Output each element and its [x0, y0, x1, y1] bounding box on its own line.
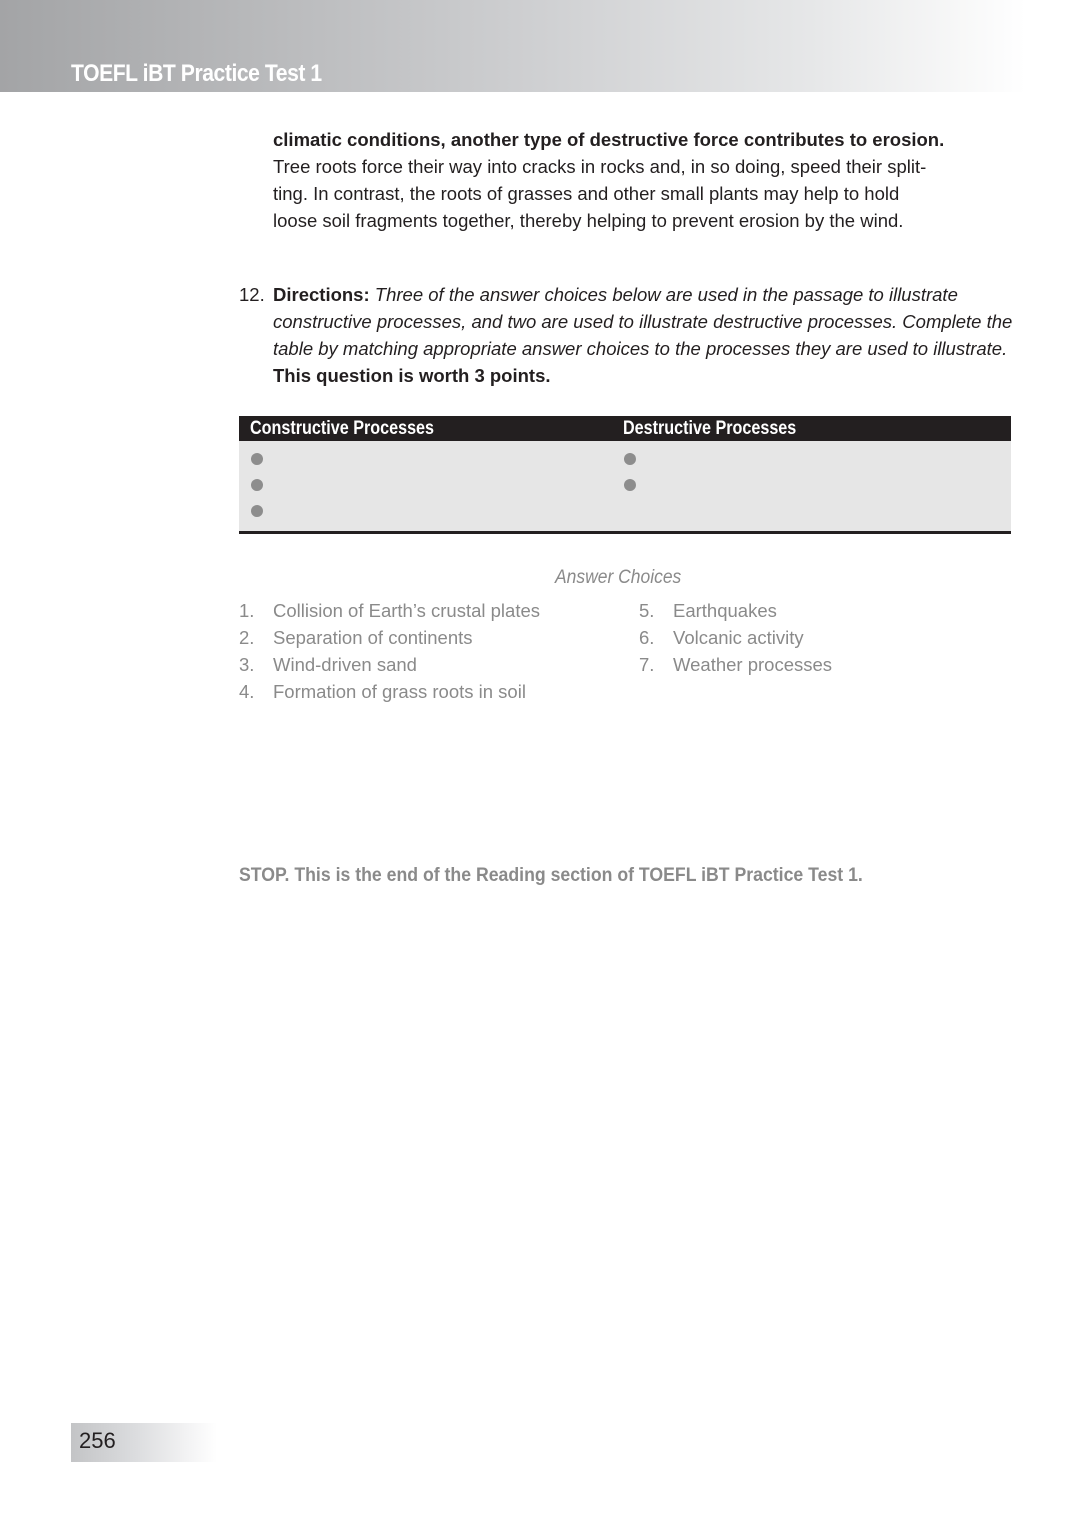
- constructive-slots: [251, 441, 263, 519]
- answer-slot-bullet-icon[interactable]: [251, 479, 263, 491]
- directions-label: Directions:: [273, 284, 370, 305]
- destructive-slots: [624, 441, 636, 493]
- answer-slot-bullet-icon[interactable]: [624, 479, 636, 491]
- passage-excerpt: [273, 126, 1013, 234]
- column-header-destructive: Destructive Processes: [623, 418, 797, 439]
- choice-text: Volcanic activity: [673, 627, 804, 648]
- process-summary-table: [239, 416, 1011, 534]
- choice-text: Formation of grass roots in soil: [273, 681, 526, 702]
- choice-text: Wind-driven sand: [273, 654, 417, 675]
- answer-slot-bullet-icon[interactable]: [251, 453, 263, 465]
- choice-text: Earthquakes: [673, 600, 777, 621]
- points-note: This question is worth 3 points.: [273, 365, 551, 386]
- end-of-section-notice: STOP. This is the end of the Reading section of TOEFL iBT Practice Test 1.: [239, 865, 863, 886]
- answer-choice-7[interactable]: [639, 651, 832, 678]
- answer-choice-6[interactable]: [639, 624, 832, 651]
- answer-choice-3[interactable]: [239, 651, 540, 678]
- choice-number: 7.: [639, 654, 655, 675]
- answer-choice-4[interactable]: [239, 678, 540, 705]
- passage-line: loose soil fragments together, thereby helping to prevent erosion by the wind.: [273, 210, 904, 231]
- answer-choice-1[interactable]: [239, 597, 540, 624]
- directions-text: Three of the answer choices below are used in the passage to illustrate constructive processes, and two are used to illustrate destructive processes. Complete the table by matching appropriate answer choices to the processes they are used to illustrate.: [273, 284, 1013, 359]
- answer-choices-left: [239, 597, 540, 705]
- column-header-constructive: Constructive Processes: [250, 418, 435, 439]
- page-number: 256: [79, 1428, 116, 1453]
- table-header-row: [239, 416, 1011, 441]
- choice-text: Collision of Earth’s crustal plates: [273, 600, 541, 621]
- question-number: 12.: [239, 284, 265, 305]
- choice-number: 1.: [239, 600, 255, 621]
- passage-lead-bold: climatic conditions, another type of destructive force contributes to erosion.: [273, 129, 945, 150]
- choice-number: 5.: [639, 600, 655, 621]
- question-12: [239, 281, 1019, 389]
- answer-choice-5[interactable]: [639, 597, 832, 624]
- choice-number: 3.: [239, 654, 255, 675]
- question-directions: [273, 281, 1019, 389]
- answer-choice-2[interactable]: [239, 624, 540, 651]
- page-header-title: TOEFL iBT Practice Test 1: [71, 60, 322, 87]
- choice-number: 2.: [239, 627, 255, 648]
- choice-text: Separation of continents: [273, 627, 473, 648]
- choice-number: 6.: [639, 627, 655, 648]
- choice-text: Weather processes: [673, 654, 833, 675]
- answer-slot-bullet-icon[interactable]: [251, 505, 263, 517]
- choice-number: 4.: [239, 681, 255, 702]
- passage-line: ting. In contrast, the roots of grasses and other small plants may help to hold: [273, 183, 900, 204]
- passage-line: Tree roots force their way into cracks in rocks and, in so doing, speed their split-: [273, 156, 927, 177]
- answer-choices-right: [639, 597, 832, 678]
- answer-slot-bullet-icon[interactable]: [624, 453, 636, 465]
- answer-choices-title: Answer Choices: [555, 567, 682, 588]
